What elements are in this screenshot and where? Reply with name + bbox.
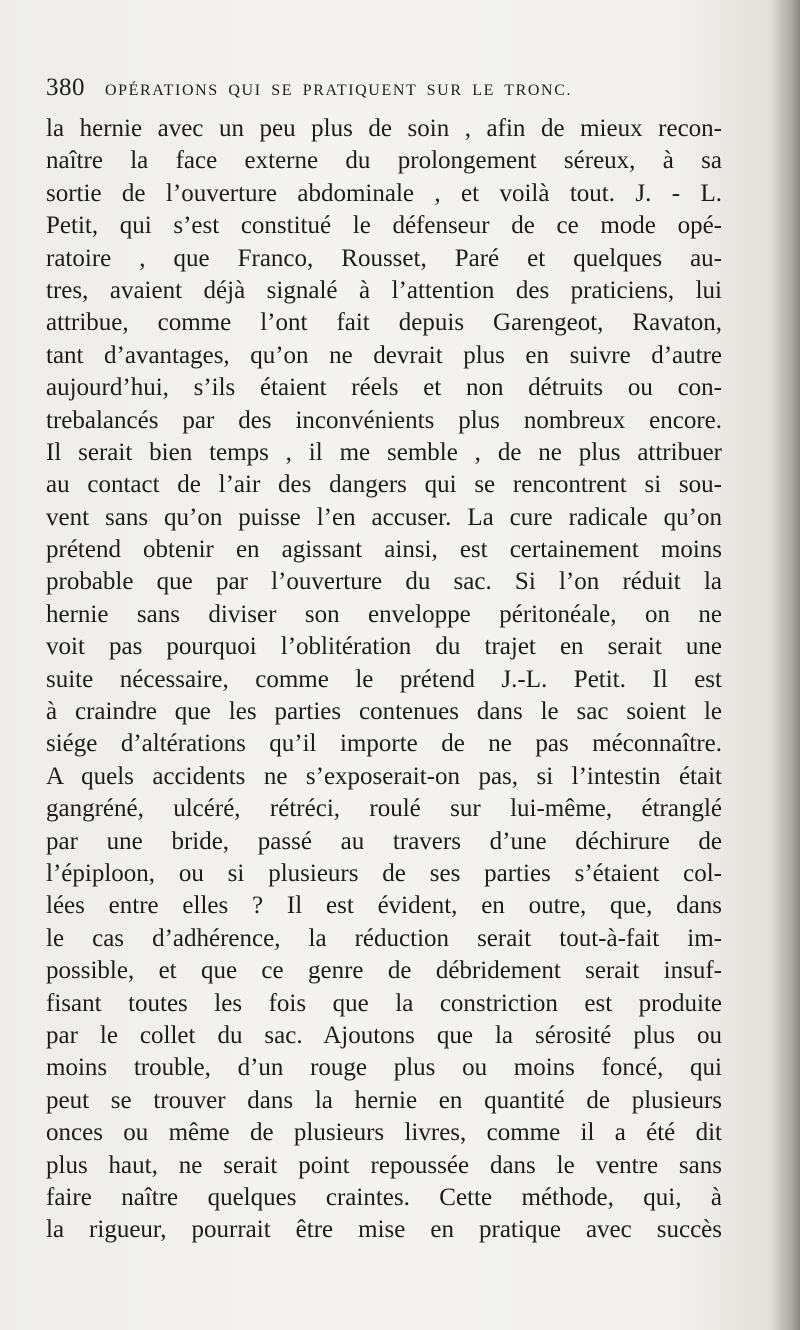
running-title: OPÉRATIONS QUI SE PRATIQUENT SUR LE TRONC. [105,82,573,99]
text-line: tres, avaient déjà signalé à l’attention des praticiens, lui [46,276,722,304]
text-line: aujourd’hui, s’ils étaient réels et non détruits ou con- [46,374,722,402]
text-line: suite nécessaire, comme le prétend J.-L. Petit. Il est [46,665,722,693]
text-line: par le collet du sac. Ajoutons que la sérosité plus ou [46,1021,722,1049]
text-line: peut se trouver dans la hernie en quantité de plusieurs [46,1086,722,1114]
text-line: faire naître quelques craintes. Cette méthode, qui, à [46,1183,722,1211]
text-line: onces ou même de plusieurs livres, comme il a été dit [46,1119,722,1147]
body-text [46,113,722,1247]
text-line: probable que par l’ouverture du sac. Si l’on réduit la [46,568,722,596]
text-line: la hernie avec un peu plus de soin , afin de mieux recon- [46,115,722,142]
text-line: par une bride, passé au travers d’une déchirure de [46,827,722,855]
text-line: Petit, qui s’est constitué le défenseur de ce mode opé- [46,212,722,240]
text-line: siége d’altérations qu’il importe de ne pas méconnaître. [46,730,722,758]
text-line: l’épiploon, ou si plusieurs de ses parties s’étaient col- [46,859,722,887]
text-line: le cas d’adhérence, la réduction serait tout-à-fait im- [46,924,722,952]
text-line: attribue, comme l’ont fait depuis Garengeot, Ravaton, [46,309,722,337]
page-number: 380 [46,74,85,101]
text-line: fisant toutes les fois que la constriction est produite [46,989,722,1017]
text-line: hernie sans diviser son enveloppe péritonéale, on ne [46,600,722,628]
text-line: lées entre elles ? Il est évident, en outre, que, dans [46,892,722,920]
text-line: ratoire , que Franco, Rousset, Paré et quelques au- [46,244,722,272]
text-line: vent sans qu’on puisse l’en accuser. La cure radicale qu’on [46,503,722,531]
text-line: voit pas pourquoi l’oblitération du trajet en serait une [46,633,722,661]
running-head [46,74,726,104]
text-line: la rigueur, pourrait être mise en pratique avec succès [46,1216,722,1244]
text-line: sortie de l’ouverture abdominale , et voilà tout. J. - L. [46,179,722,207]
text-line: prétend obtenir en agissant ainsi, est certainement moins [46,536,722,564]
text-line: au contact de l’air des dangers qui se rencontrent si sou- [46,471,722,499]
text-line: moins trouble, d’un rouge plus ou moins foncé, qui [46,1054,722,1082]
text-line: Il serait bien temps , il me semble , de ne plus attribuer [46,438,722,466]
text-line: possible, et que ce genre de débridement serait insuf- [46,957,722,985]
text-line: plus haut, ne serait point repoussée dans le ventre sans [46,1151,722,1179]
text-line: à craindre que les parties contenues dans le sac soient le [46,698,722,726]
page-edge-shadow [772,0,800,1330]
text-line: trebalancés par des inconvénients plus nombreux encore. [46,406,722,434]
text-line: naître la face externe du prolongement séreux, à sa [46,147,722,175]
text-line: tant d’avantages, qu’on ne devrait plus en suivre d’autre [46,341,722,369]
text-line: gangréné, ulcéré, rétréci, roulé sur lui-même, étranglé [46,795,722,823]
text-line: A quels accidents ne s’exposerait-on pas, si l’intestin était [46,762,722,790]
